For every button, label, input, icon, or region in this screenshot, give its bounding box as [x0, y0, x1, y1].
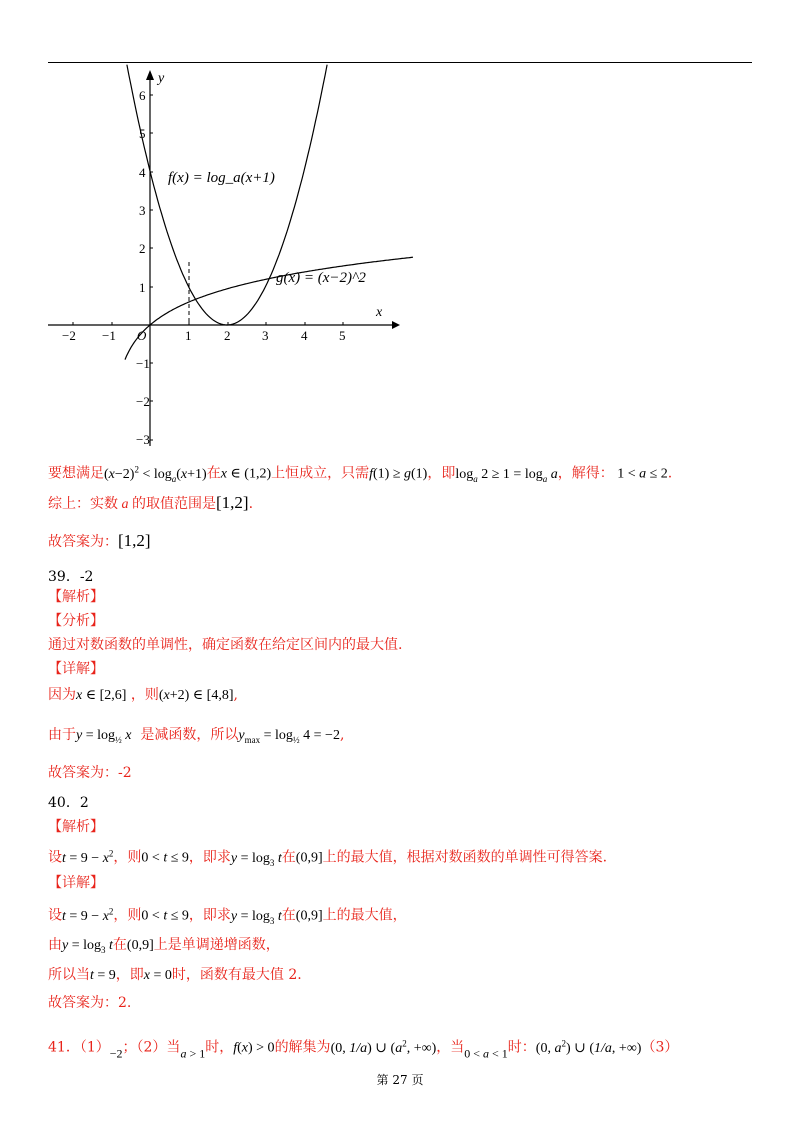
- y-tick-label: 2: [139, 241, 146, 256]
- text-line-2: 综上：实数 a 的取值范围是[1,2].: [48, 493, 254, 512]
- y-axis-label: y: [158, 71, 165, 86]
- q40-answer: 故答案为：2.: [48, 995, 132, 1011]
- header-rule: [48, 62, 752, 63]
- q41-line: 41．（1）−2；（2）当a > 1时，f(x) > 0的解集为(0, 1/a) ∪ ($a^2$, +∞)，当0 < a < 1时：(0, $a^2$) ∪ (1/a, +∞)（3）: [48, 1038, 679, 1061]
- y-tick-label: −1: [136, 356, 150, 371]
- y-tick-label: 5: [139, 126, 146, 141]
- q40-step-3: 所以当t = 9，即x = 0时，函数有最大值 2.: [48, 967, 302, 983]
- f-label: f(x) = log_a(x+1): [168, 170, 275, 186]
- x-tick-label: 1: [185, 328, 192, 343]
- log-f-curve: [125, 257, 413, 359]
- page-footer: 第 27 页: [376, 1073, 424, 1087]
- y-axis-arrow: [146, 70, 154, 80]
- g-label: g(x) = (x−2)^2: [276, 270, 366, 286]
- x-tick-label: −2: [62, 328, 76, 343]
- q39-step-1: 因为x ∈ [2,6] ，则(x+2) ∈ [4,8],: [48, 687, 238, 703]
- q40-step-1: 设$t = 9 - x^2$，则0 < t ≤ 9，即求$y = \log_3 t$在(0,9]上的最大值，: [48, 906, 407, 926]
- q39-title: 39．-2: [48, 569, 94, 585]
- x-tick-label: 2: [224, 328, 231, 343]
- q39-fenxi-tag: 【分析】: [48, 613, 104, 629]
- x-axis-arrow: [392, 321, 400, 329]
- q39-answer: 故答案为：-2: [48, 765, 132, 781]
- y-tick-label: 3: [139, 203, 146, 218]
- y-tick-label: 1: [139, 280, 146, 295]
- y-tick-label: 4: [139, 165, 146, 180]
- text-line-1: 要想满足$(x-2)^2 < \log_a(x+1)$在x ∈ (1,2)上恒成立，只需f(1) ≥ g(1)，即$\log_a 2 \ge 1 = \log_a a$，解得： 1 < a ≤ 2.: [48, 464, 673, 484]
- q40-title: 40．2: [48, 795, 89, 811]
- y-tick-label: 6: [139, 88, 146, 103]
- q40-jiexi-tag: 【解析】: [48, 819, 104, 835]
- q39-analysis: 通过对数函数的单调性，确定函数在给定区间内的最大值.: [48, 637, 403, 653]
- q39-jiexi-tag: 【解析】: [48, 589, 104, 605]
- function-graph: [40, 64, 420, 448]
- text-line-3: 故答案为：[1,2]: [48, 531, 151, 550]
- q39-step-2: 由于$y = \log_{\frac{1}{2}} x$ 是减函数，所以$y_{max} = \log_{\frac{1}{2}} 4 = -2$,: [48, 727, 345, 745]
- origin-label: O: [137, 328, 147, 343]
- x-axis-label: x: [376, 305, 383, 320]
- q39-xiangjie-tag: 【详解】: [48, 661, 104, 677]
- x-tick-label: 5: [339, 328, 346, 343]
- x-tick-label: −1: [102, 328, 116, 343]
- q40-analysis: 设$t = 9 - x^2$，则0 < t ≤ 9，即求$y = \log_3 t$在(0,9]上的最大值，根据对数函数的单调性可得答案.: [48, 848, 608, 868]
- x-tick-label: 4: [301, 328, 308, 343]
- q40-step-2: 由$y = \log_3 t$在(0,9]上是单调递增函数，: [48, 937, 280, 955]
- y-tick-label: −2: [136, 394, 150, 409]
- y-tick-label: −3: [136, 432, 150, 447]
- x-tick-label: 3: [262, 328, 269, 343]
- q40-xiangjie-tag: 【详解】: [48, 875, 104, 891]
